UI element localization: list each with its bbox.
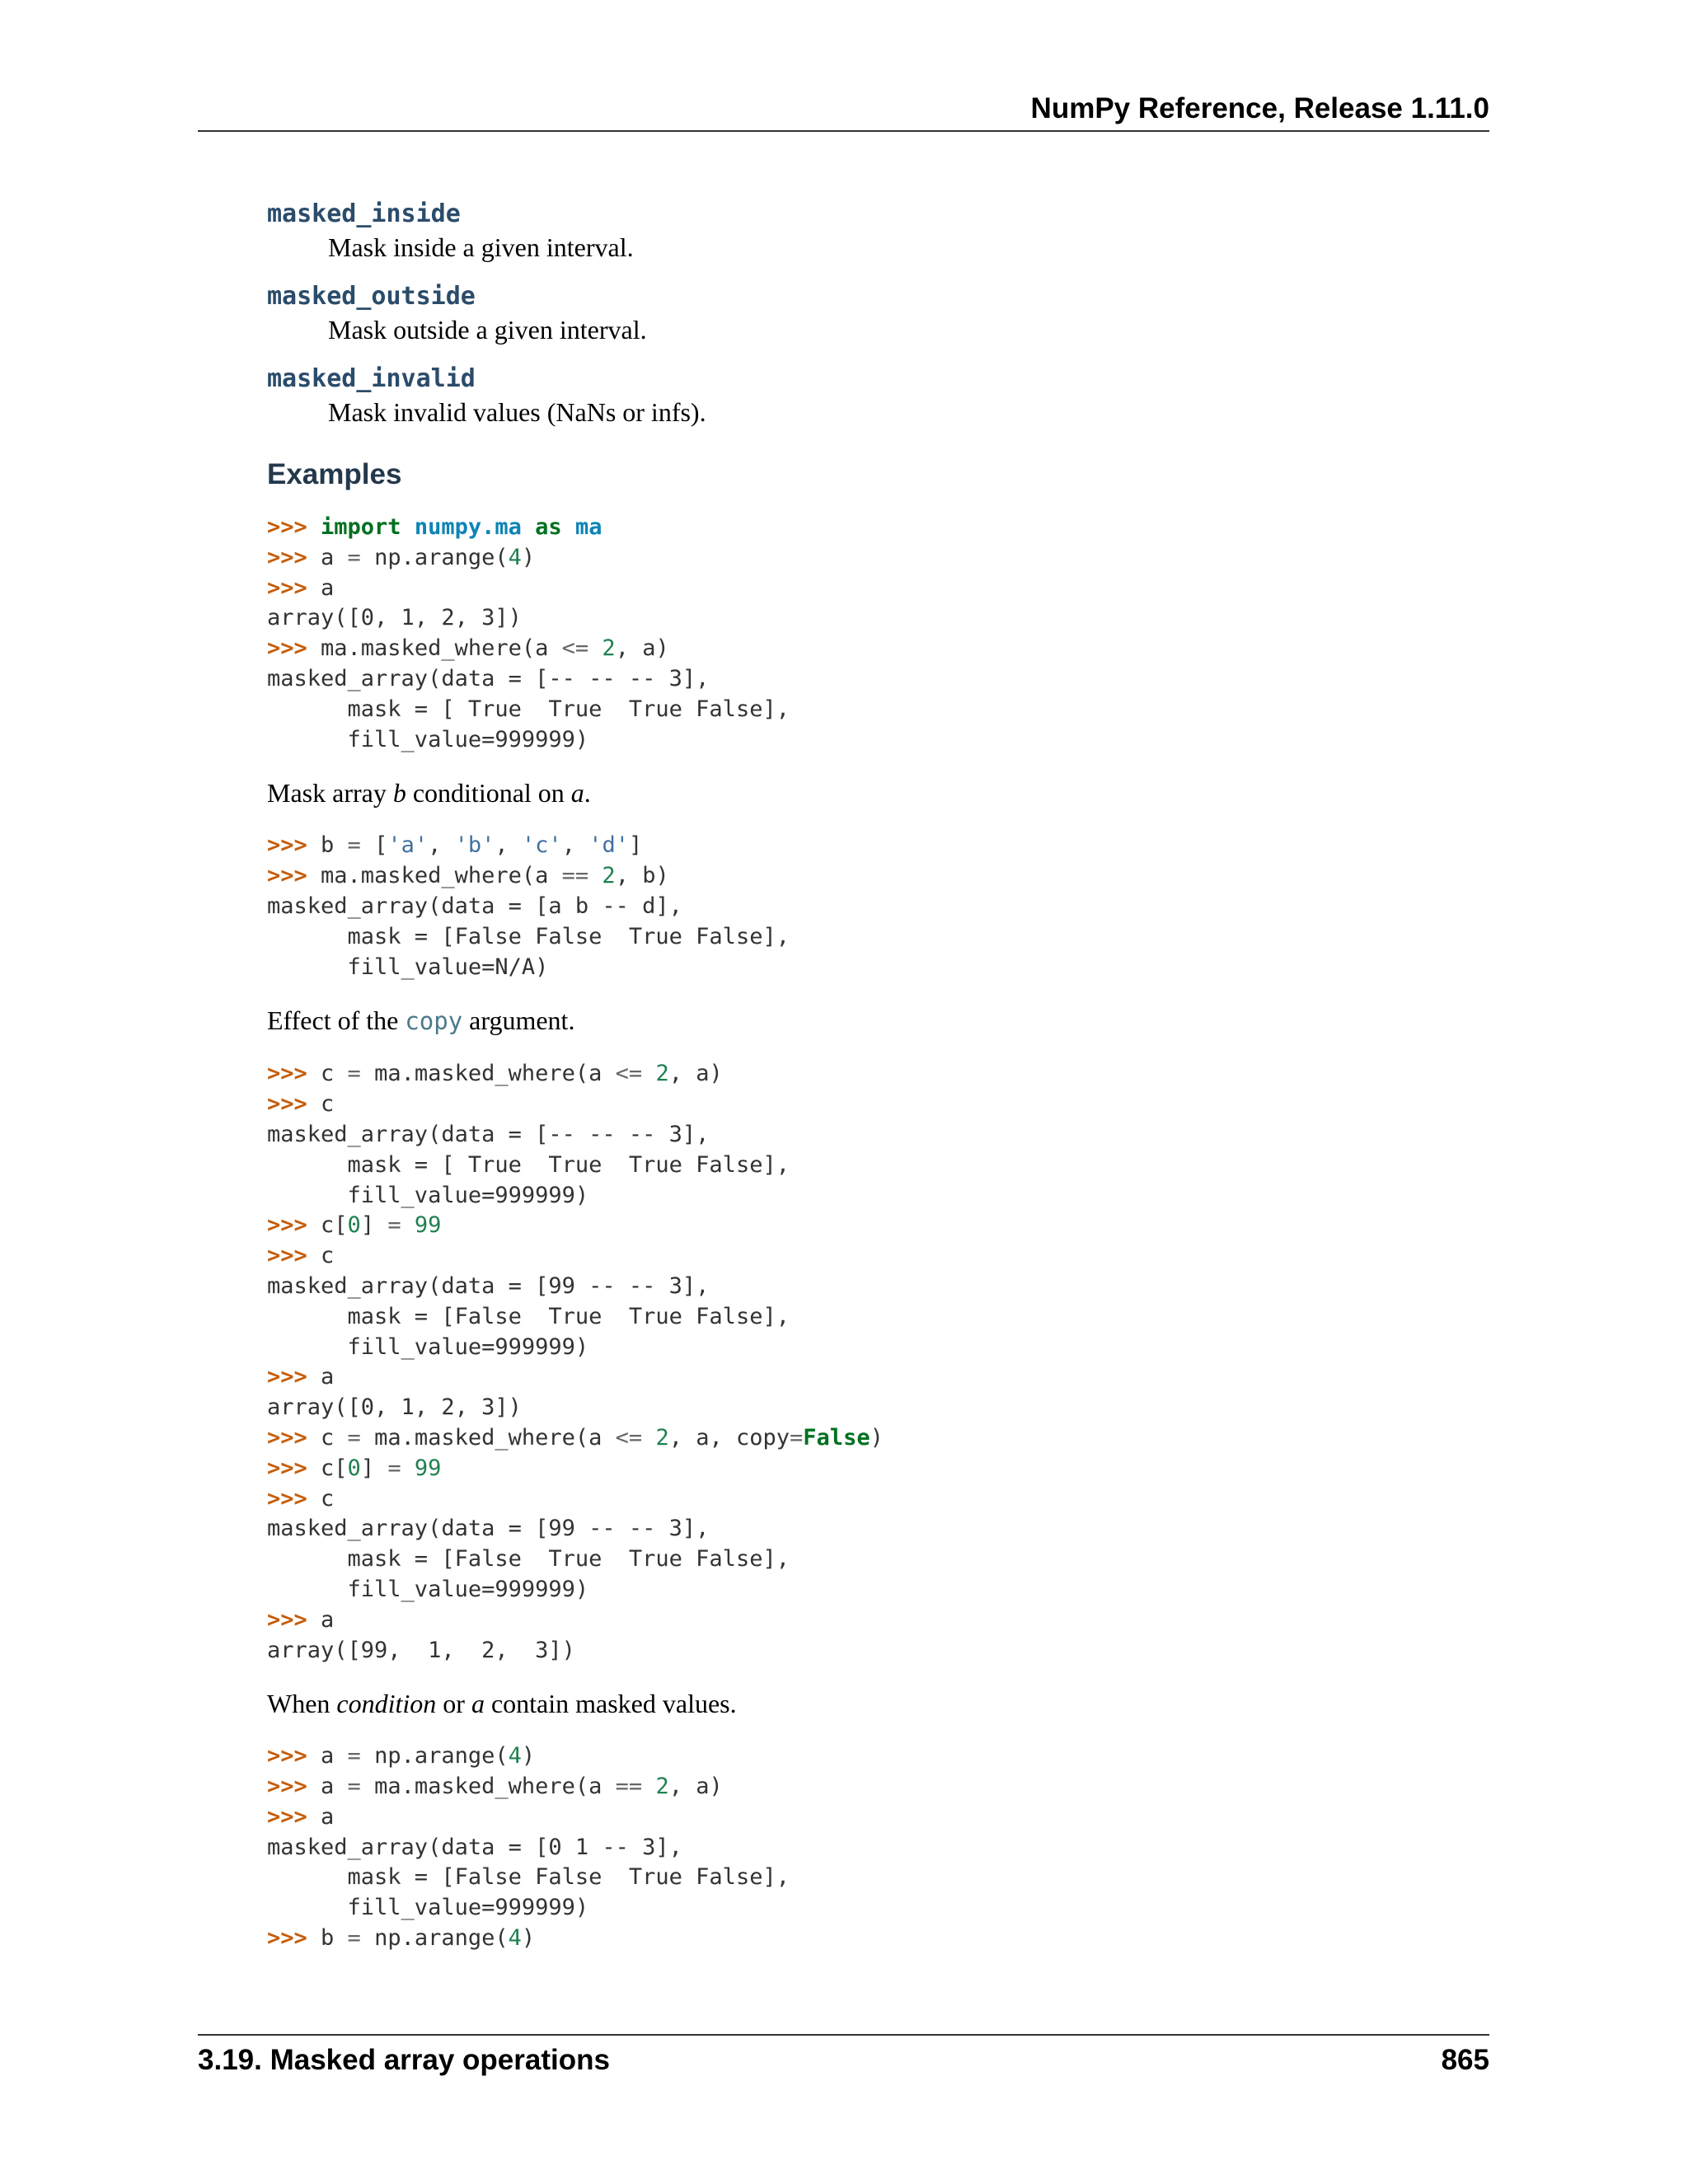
code-text — [642, 1425, 655, 1451]
code-text: ] — [629, 832, 643, 859]
code-text: a — [321, 1606, 335, 1633]
code-text: c — [321, 1424, 348, 1451]
variable: b — [392, 778, 406, 808]
see-also-description: Mask outside a given interval. — [328, 315, 647, 344]
code-line — [267, 1607, 334, 1633]
output: masked_array(data = [-- -- -- 3], — [267, 1121, 710, 1147]
code-text: np.arange( — [360, 544, 509, 570]
operator: <= — [561, 635, 589, 662]
code-text: a — [321, 1364, 335, 1390]
operator: == — [561, 863, 589, 889]
prompt: >>> — [267, 1774, 321, 1800]
number: 2 — [602, 635, 616, 662]
code-line — [267, 1061, 723, 1086]
number: 4 — [508, 1925, 522, 1952]
page-content — [267, 198, 1495, 1954]
code-text: ] — [360, 1455, 388, 1481]
output: fill_value=999999) — [267, 1333, 589, 1360]
page-number: 865 — [1441, 2044, 1489, 2076]
code-line — [267, 1334, 588, 1360]
prompt: >>> — [267, 1091, 321, 1118]
prompt: >>> — [267, 1243, 321, 1269]
code-line — [267, 1122, 709, 1147]
code-text — [588, 635, 602, 661]
see-also-list — [267, 198, 1495, 429]
output: mask = [False True True False], — [267, 1303, 790, 1329]
output: masked_array(data = [99 -- -- 3], — [267, 1272, 710, 1299]
number: 2 — [602, 863, 616, 889]
number: 99 — [414, 1212, 442, 1239]
text: Mask array — [267, 778, 393, 808]
prompt: >>> — [267, 1803, 321, 1830]
operator: = — [347, 1061, 361, 1087]
code-line — [267, 1864, 790, 1890]
code-text: ma.masked_where(a — [360, 1774, 616, 1800]
prompt: >>> — [267, 635, 321, 662]
code-text: np.arange( — [360, 1925, 509, 1952]
code-text — [642, 1061, 655, 1086]
code-line — [267, 727, 588, 752]
see-also-item — [267, 280, 1495, 346]
code-text: , a, copy — [668, 1424, 790, 1451]
code-line — [267, 1638, 575, 1663]
prompt: >>> — [267, 514, 321, 540]
see-also-description: Mask inside a given interval. — [328, 232, 634, 262]
string: 'c' — [521, 832, 562, 859]
text: . — [584, 778, 591, 808]
see-also-link[interactable]: masked_outside — [267, 282, 476, 311]
code-text: , a) — [615, 635, 669, 662]
output: array([0, 1, 2, 3]) — [267, 1394, 522, 1421]
keyword: import — [321, 514, 401, 540]
code-text: c — [321, 1061, 348, 1087]
output: mask = [ True True True False], — [267, 1151, 790, 1178]
output: masked_array(data = [0 1 -- 3], — [267, 1834, 682, 1860]
code-text: a — [321, 1774, 348, 1800]
code-line — [267, 1577, 588, 1602]
see-also-link[interactable]: masked_invalid — [267, 364, 476, 393]
number: 4 — [508, 544, 522, 570]
output: fill_value=N/A) — [267, 954, 549, 980]
code-line — [267, 1455, 441, 1481]
code-line — [267, 696, 790, 722]
string: 'd' — [588, 832, 629, 859]
operator: = — [347, 544, 361, 570]
code-block — [267, 831, 1495, 982]
see-also-link[interactable]: masked_inside — [267, 199, 461, 228]
code-text: c[ — [321, 1212, 348, 1239]
module-name: numpy.ma — [414, 514, 522, 540]
code-text: ] — [360, 1212, 388, 1239]
number: 0 — [347, 1212, 361, 1239]
code-text: ma.masked_where(a — [321, 635, 562, 662]
output: masked_array(data = [-- -- -- 3], — [267, 665, 710, 691]
code-text: , — [561, 832, 589, 859]
output: masked_array(data = [99 -- -- 3], — [267, 1516, 710, 1542]
string: 'b' — [454, 832, 495, 859]
variable: a — [570, 778, 584, 808]
code-line — [267, 1152, 790, 1178]
number: 2 — [655, 1061, 669, 1087]
see-also-item — [267, 198, 1495, 264]
prompt: >>> — [267, 574, 321, 601]
code-text: c — [321, 1091, 335, 1118]
paragraph — [267, 1687, 1495, 1720]
code-text: b — [321, 832, 348, 859]
examples-heading: Examples — [267, 458, 402, 490]
operator: == — [615, 1774, 643, 1800]
see-also-item — [267, 363, 1495, 429]
code-text: ) — [521, 1925, 536, 1952]
output: fill_value=999999) — [267, 1182, 589, 1208]
code-text: a — [321, 1803, 335, 1830]
code-line — [267, 1243, 334, 1268]
number: 2 — [655, 1424, 669, 1451]
code-text: a — [321, 544, 348, 570]
prompt: >>> — [267, 863, 321, 889]
code-line — [267, 832, 642, 858]
code-line — [267, 666, 709, 691]
text: or — [436, 1689, 471, 1719]
code-text: ) — [521, 544, 536, 570]
output: array([0, 1, 2, 3]) — [267, 605, 522, 631]
prompt: >>> — [267, 1364, 321, 1390]
code-block — [267, 1059, 1495, 1666]
code-text — [642, 1774, 655, 1799]
code-text — [401, 1212, 415, 1238]
keyword: as — [535, 514, 562, 540]
code-line — [267, 1212, 441, 1238]
code-text: a — [321, 1743, 348, 1769]
code-line — [267, 1273, 709, 1299]
operator: = — [347, 1774, 361, 1800]
code-text — [562, 514, 575, 540]
code-line — [267, 1425, 884, 1451]
code-line — [267, 1925, 535, 1951]
code-text: c — [321, 1243, 335, 1269]
code-line — [267, 1895, 588, 1920]
code-line — [267, 1835, 682, 1860]
prompt: >>> — [267, 1424, 321, 1451]
code-line — [267, 893, 682, 919]
output: mask = [False False True False], — [267, 923, 790, 949]
code-line — [267, 863, 669, 888]
paragraph — [267, 1004, 1495, 1038]
code-text: ma.masked_where(a — [360, 1424, 616, 1451]
code-line — [267, 1091, 334, 1117]
output: array([99, 1, 2, 3]) — [267, 1637, 575, 1663]
operator: <= — [615, 1061, 643, 1087]
code-text: , — [428, 832, 455, 859]
number: 4 — [508, 1743, 522, 1769]
output: mask = [False True True False], — [267, 1546, 790, 1572]
paragraph — [267, 776, 1495, 809]
code-line — [267, 514, 602, 540]
output: fill_value=999999) — [267, 1895, 589, 1921]
prompt: >>> — [267, 544, 321, 570]
variable: condition — [336, 1689, 437, 1719]
code-text: ) — [870, 1424, 884, 1451]
prompt: >>> — [267, 832, 321, 859]
output: mask = [ True True True False], — [267, 696, 790, 722]
code-text: a — [321, 574, 335, 601]
code-text: c — [321, 1485, 335, 1511]
prompt: >>> — [267, 1485, 321, 1511]
code-line — [267, 1743, 535, 1769]
prompt: >>> — [267, 1455, 321, 1481]
code-text — [401, 514, 415, 540]
code-block — [267, 1741, 1495, 1954]
code-text: b — [321, 1925, 348, 1952]
code-text — [588, 863, 602, 888]
code-text: np.arange( — [360, 1743, 509, 1769]
operator: = — [347, 1743, 361, 1769]
prompt: >>> — [267, 1743, 321, 1769]
page-footer — [198, 2034, 1489, 2085]
code-text: ma.masked_where(a — [321, 863, 562, 889]
variable: a — [471, 1689, 485, 1719]
prompt: >>> — [267, 1606, 321, 1633]
code-line — [267, 1183, 588, 1208]
code-text: c[ — [321, 1455, 348, 1481]
text: When — [267, 1689, 337, 1719]
operator: = — [790, 1424, 804, 1451]
number: 0 — [347, 1455, 361, 1481]
code-text: ma.masked_where(a — [360, 1061, 616, 1087]
code-line — [267, 635, 669, 661]
module-name: ma — [574, 514, 603, 540]
code-block — [267, 513, 1495, 755]
code-text: , — [495, 832, 522, 859]
code-line — [267, 545, 535, 570]
output: masked_array(data = [a b -- d], — [267, 893, 682, 919]
code-text: ) — [521, 1743, 536, 1769]
code-text: , b) — [615, 863, 669, 889]
code-line — [267, 1486, 334, 1511]
operator: <= — [615, 1424, 643, 1451]
code-text — [522, 514, 535, 540]
code-line — [267, 605, 522, 630]
code-line — [267, 1774, 723, 1799]
prompt: >>> — [267, 1061, 321, 1087]
see-also-description: Mask invalid values (NaNs or infs). — [328, 397, 706, 427]
page-header — [198, 92, 1489, 132]
text: conditional on — [406, 778, 571, 808]
code-line — [267, 1546, 790, 1572]
text: contain masked values. — [484, 1689, 737, 1719]
operator: = — [387, 1455, 401, 1481]
code-line — [267, 1394, 522, 1420]
footer-section-title: 3.19. Masked array operations — [198, 2044, 610, 2076]
operator: = — [347, 832, 361, 859]
operator: = — [387, 1212, 401, 1239]
code-line — [267, 575, 334, 601]
number: 2 — [655, 1774, 669, 1800]
output: fill_value=999999) — [267, 726, 589, 752]
number: 99 — [414, 1455, 442, 1481]
code-text: , a) — [668, 1061, 723, 1087]
string: 'a' — [387, 832, 429, 859]
keyword: False — [803, 1424, 870, 1451]
operator: = — [347, 1925, 361, 1952]
running-title: NumPy Reference, Release 1.11.0 — [1030, 92, 1489, 124]
text: Effect of the — [267, 1005, 406, 1036]
output: fill_value=999999) — [267, 1576, 589, 1602]
prompt: >>> — [267, 1212, 321, 1239]
code-line — [267, 924, 790, 949]
code-text — [401, 1455, 415, 1481]
operator: = — [347, 1424, 361, 1451]
text: argument. — [462, 1005, 575, 1036]
code-line — [267, 1364, 334, 1390]
code-text: , a) — [668, 1774, 723, 1800]
prompt: >>> — [267, 1925, 321, 1952]
code-line — [267, 1516, 709, 1541]
code-line — [267, 954, 548, 980]
inline-code: copy — [405, 1007, 463, 1036]
output: mask = [False False True False], — [267, 1864, 790, 1891]
code-line — [267, 1804, 334, 1830]
code-text: [ — [360, 832, 388, 859]
code-line — [267, 1304, 790, 1329]
